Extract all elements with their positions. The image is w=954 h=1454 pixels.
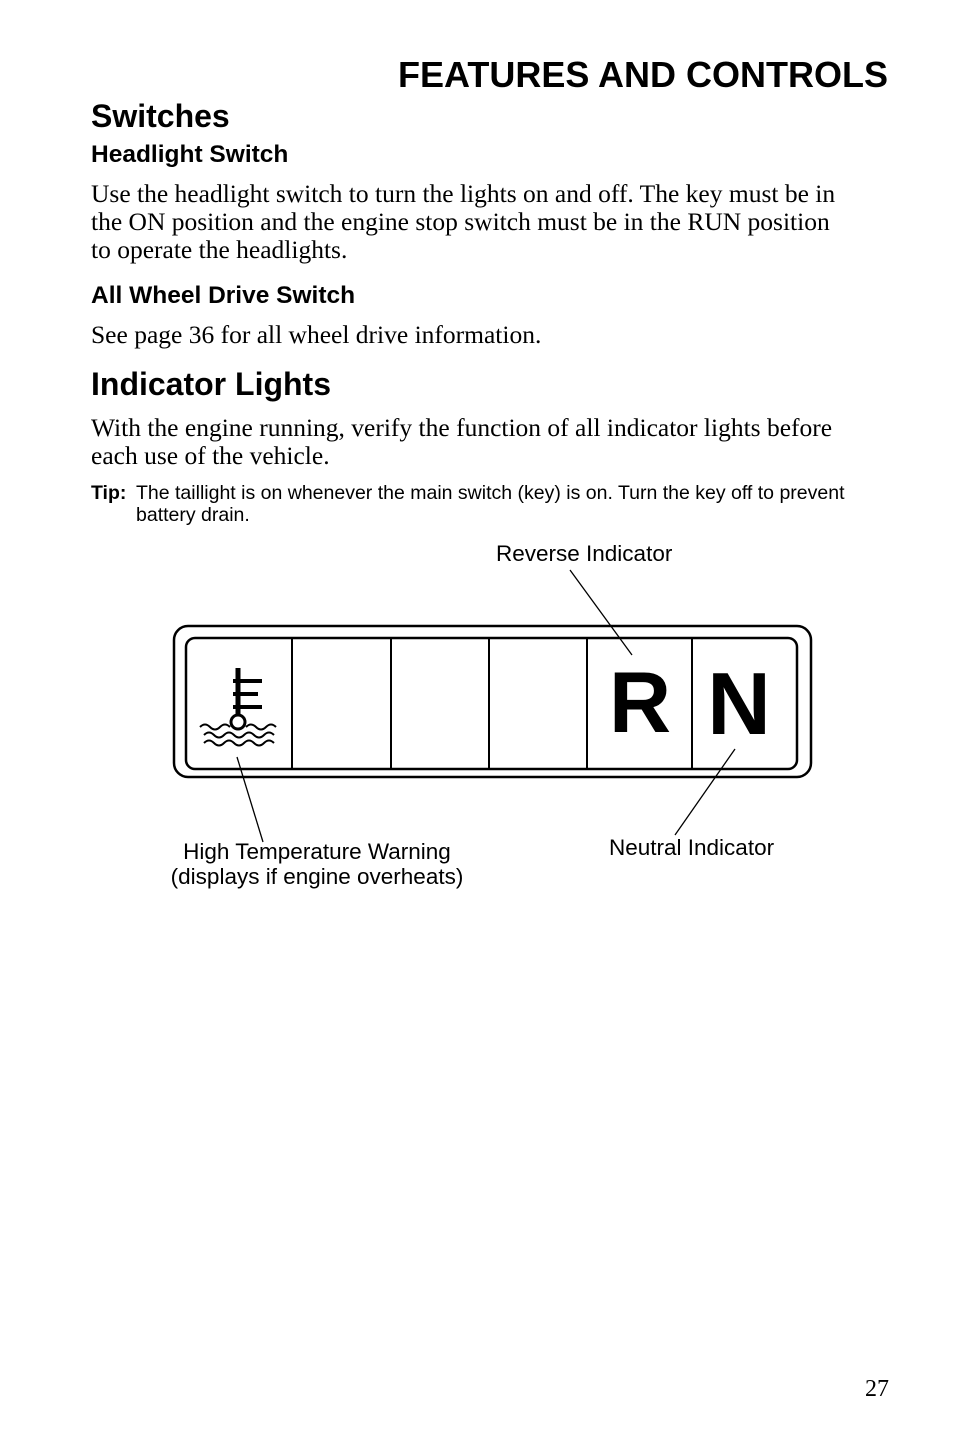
headlight-text-line-2: the ON position and the engine stop switch must be in the RUN position (91, 207, 830, 236)
neutral-letter: N (707, 654, 771, 753)
indicator-text-line-1: With the engine running, verify the function of all indicator lights before (91, 413, 833, 442)
panel-inner-frame (186, 638, 797, 769)
indicator-text-line-2: each use of the vehicle. (91, 441, 330, 470)
high-temp-warning-label (150, 839, 484, 889)
indicator-lights-text (91, 414, 891, 470)
reverse-indicator-label: Reverse Indicator (496, 541, 673, 566)
page-number: 27 (865, 1376, 889, 1402)
tip-note (91, 482, 891, 526)
reverse-letter: R (608, 655, 672, 751)
neutral-indicator-label: Neutral Indicator (609, 835, 775, 860)
awd-switch-text: See page 36 for all wheel drive information. (91, 320, 542, 349)
neutral-leader-line (675, 749, 735, 835)
high-temp-label-line-1: High Temperature Warning (183, 839, 451, 864)
indicator-lights-heading: Indicator Lights (91, 366, 331, 402)
coolant-temperature-icon (200, 668, 276, 746)
headlight-text-line-1: Use the headlight switch to turn the lights on and off. The key must be in (91, 179, 836, 208)
tip-text: The taillight is on whenever the main switch (key) is on. Turn the key off to prevent battery drain. (136, 482, 845, 526)
headlight-switch-heading: Headlight Switch (91, 141, 289, 168)
headlight-switch-text (91, 180, 891, 264)
chapter-title: FEATURES AND CONTROLS (398, 54, 888, 95)
reverse-leader-line (570, 570, 632, 655)
tip-label: Tip: (91, 482, 127, 504)
switches-heading: Switches (91, 98, 230, 134)
awd-switch-heading: All Wheel Drive Switch (91, 282, 356, 309)
high-temp-label-line-2: (displays if engine overheats) (170, 864, 464, 889)
indicator-panel-diagram (0, 530, 954, 910)
headlight-text-line-3: to operate the headlights. (91, 235, 348, 264)
